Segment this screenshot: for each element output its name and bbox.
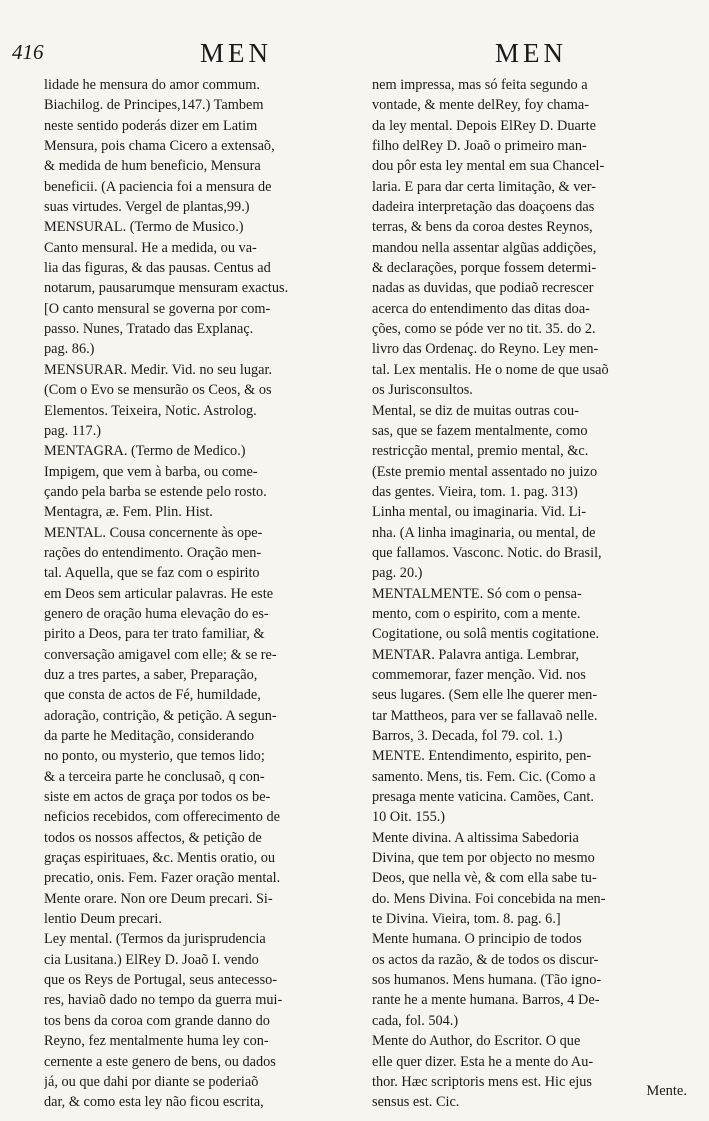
text-line: thor. Hæc scriptoris mens est. Hic ejus xyxy=(372,1073,592,1090)
text-line: das gentes. Vieira, tom. 1. pag. 313) xyxy=(372,483,578,500)
text-line: Impigem, que vem à barba, ou come- xyxy=(44,463,258,480)
text-line: lidade he mensura do amor commum. xyxy=(44,77,260,93)
text-line: MENTE. Entendimento, espirito, pen- xyxy=(372,748,592,765)
text-line: MENTALMENTE. Só com o pensa- xyxy=(372,585,582,602)
text-line: sensus est. Cic. xyxy=(372,1094,460,1111)
text-line: elle quer dizer. Esta he a mente do Au- xyxy=(372,1053,594,1070)
text-line: Elementos. Teixeira, Notic. Astrolog. xyxy=(44,402,257,419)
text-line: mento, com o espirito, com a mente. xyxy=(372,605,581,622)
text-line: presaga mente vaticina. Camões, Cant. xyxy=(372,789,594,806)
text-line: MENTAL. Cousa concernente às ope- xyxy=(44,524,263,541)
text-line: pirito a Deos, para ter trato familiar, & xyxy=(44,626,265,643)
text-line: suas virtudes. Vergel de plantas,99.) xyxy=(44,199,250,216)
text-line: vontade, & mente delRey, foy chama- xyxy=(372,97,590,114)
text-line: Mente humana. O principio de todos xyxy=(372,931,582,948)
text-line: çando pela barba se estende pelo rosto. xyxy=(44,483,267,500)
text-line: [O canto mensural se governa por com- xyxy=(44,300,271,317)
text-line: que os Reys de Portugal, seus antecesso- xyxy=(44,972,278,989)
text-line: sas, que se fazem mentalmente, como xyxy=(372,422,588,439)
text-line: mandou nella assentar algũas addições, xyxy=(372,239,597,256)
text-line: laria. E para dar certa limitação, & ver- xyxy=(372,178,596,195)
text-line: terras, & bens da coroa destes Reynos, xyxy=(372,219,593,236)
text-line: todos os nossos affectos, & petição de xyxy=(44,829,262,846)
running-head-left: MEN xyxy=(200,38,272,68)
text-line: Cogitatione, ou solâ mentis cogitatione. xyxy=(372,626,600,643)
text-line: Mente do Author, do Escritor. O que xyxy=(372,1033,581,1050)
text-line: pag. 117.) xyxy=(44,422,102,439)
right-column xyxy=(372,75,690,1115)
text-line: siste em actos de graça por todos os be- xyxy=(44,789,271,806)
text-line: Linha mental, ou imaginaria. Vid. Li- xyxy=(372,504,587,521)
text-line: lentio Deum precari. xyxy=(44,911,162,928)
text-line: tar Mattheos, para ver se fallavaõ nelle. xyxy=(372,707,598,724)
text-line: já, ou que dahi por diante se poderiaõ xyxy=(44,1073,259,1090)
text-line: Barros, 3. Decada, fol 79. col. 1.) xyxy=(372,728,563,744)
text-line: Reyno, fez mentalmente huma ley con- xyxy=(44,1033,269,1050)
text-line: conversação amigavel com elle; & se re- xyxy=(44,646,277,663)
text-line: & a terceira parte he conclusaõ, q con- xyxy=(44,768,265,785)
text-line: Mente divina. A altissima Sabedoria xyxy=(372,829,579,846)
text-line: da parte he Meditação, considerando xyxy=(44,728,254,744)
text-line: precatio, onis. Fem. Fazer oração mental. xyxy=(44,870,281,887)
text-line: & declarações, porque fossem determi- xyxy=(372,260,597,277)
text-line: Mente orare. Non ore Deum precari. Si- xyxy=(44,890,273,907)
text-line: no ponto, ou mysterio, que temos lido; xyxy=(44,748,265,765)
text-line: neste sentido poderás dizer em Latim xyxy=(44,117,258,134)
text-line: MENTAR. Palavra antiga. Lembrar, xyxy=(372,646,580,663)
text-line: Mensura, pois chama Cicero a extensaõ, xyxy=(44,138,275,155)
text-line: Biachilog. de Principes,147.) Tambem xyxy=(44,97,264,114)
text-line: os Jurisconsultos. xyxy=(372,382,473,399)
running-head-right: MEN xyxy=(495,38,567,68)
text-line: nem impressa, mas só feita segundo a xyxy=(372,77,588,93)
text-line: cia Lusitana.) ElRey D. Joaõ I. vendo xyxy=(44,951,259,968)
text-line: res, haviaõ dado no tempo da guerra mui- xyxy=(44,992,283,1009)
text-line: commemorar, fazer menção. Vid. nos xyxy=(372,666,586,683)
text-line: cernente a este genero de bens, ou dados xyxy=(44,1053,276,1070)
text-line: tal. Lex mentalis. He o nome de que usaõ xyxy=(372,361,609,378)
catchword: Mente. xyxy=(646,1083,687,1099)
text-line: te Divina. Vieira, tom. 8. pag. 6.] xyxy=(372,911,561,928)
text-line: tal. Aquella, que se faz com o espirito xyxy=(44,565,260,582)
text-line: ções, como se póde ver no tit. 35. do 2. xyxy=(372,321,596,338)
text-line: genero de oração huma elevação do es- xyxy=(44,605,269,622)
text-line: dou pôr esta ley mental em sua Chancel- xyxy=(372,158,605,175)
text-line: neficios recebidos, com offerecimento de xyxy=(44,809,280,826)
text-line: pag. 86.) xyxy=(44,341,95,358)
text-line: Canto mensural. He a medida, ou va- xyxy=(44,239,257,256)
text-line: rante he a mente humana. Barros, 4 De- xyxy=(372,992,600,1009)
text-line: graças espirituaes, &c. Mentis oratio, ou xyxy=(44,850,276,867)
text-line: lia das figuras, & das pausas. Centus ad xyxy=(44,260,271,277)
text-line: dar, & como esta ley não ficou escrita, xyxy=(44,1094,264,1111)
text-line: passo. Nunes, Tratado das Explanaç. xyxy=(44,321,254,338)
text-line: Mental, se diz de muitas outras cou- xyxy=(372,402,579,419)
text-line: adoração, contrição, & petição. A segun- xyxy=(44,707,277,724)
text-line: sos humanos. Mens humana. (Tão igno- xyxy=(372,972,602,989)
text-line: seus lugares. (Sem elle lhe querer men- xyxy=(372,687,598,704)
text-line: em Deos sem articular palavras. He este xyxy=(44,585,274,602)
text-line: os actos da razão, & de todos os discur- xyxy=(372,951,599,968)
text-line: Mentagra, æ. Fem. Plin. Hist. xyxy=(44,504,213,521)
text-line: duz a tres partes, a saber, Preparação, xyxy=(44,666,258,683)
page-number: 416 xyxy=(12,40,44,64)
text-line: (Este premio mental assentado no juizo xyxy=(372,463,598,480)
text-line: tos bens da coroa com grande danno do xyxy=(44,1012,270,1029)
text-line: que consta de actos de Fé, humildade, xyxy=(44,687,261,704)
text-line: que fallamos. Vasconc. Notic. do Brasil, xyxy=(372,544,602,561)
text-line: MENTAGRA. (Termo de Medico.) xyxy=(44,443,246,460)
text-line: nha. (A linha imaginaria, ou mental, de xyxy=(372,524,596,541)
text-line: notarum, pausarumque mensuram exactus. xyxy=(44,280,289,297)
text-line: filho delRey D. Joaõ o primeiro man- xyxy=(372,138,587,155)
text-line: Deos, que nella vè, & com ella sabe tu- xyxy=(372,870,597,887)
text-line: livro das Ordenaç. do Reyno. Ley men- xyxy=(372,341,599,358)
text-line: beneficii. (A paciencia foi a mensura de xyxy=(44,178,272,195)
text-line: 10 Oit. 155.) xyxy=(372,809,446,826)
text-line: MENSURAL. (Termo de Musico.) xyxy=(44,219,244,236)
text-line: Divina, que tem por objecto no mesmo xyxy=(372,850,595,867)
left-column xyxy=(44,75,362,1115)
text-line: rações do entendimento. Oração men- xyxy=(44,544,262,561)
text-line: cada, fol. 504.) xyxy=(372,1012,459,1029)
text-line: restricção mental, premio mental, &c. xyxy=(372,443,589,460)
text-line: pag. 20.) xyxy=(372,565,423,582)
text-line: nadas as duvidas, que podiaõ recrescer xyxy=(372,280,594,297)
text-line: do. Mens Divina. Foi concebida na men- xyxy=(372,890,606,907)
text-line: acerca do entendimento das ditas doa- xyxy=(372,300,590,317)
text-line: samento. Mens, tis. Fem. Cic. (Como a xyxy=(372,768,596,785)
text-line: (Com o Evo se mensurão os Ceos, & os xyxy=(44,382,272,399)
text-line: & medida de hum beneficio, Mensura xyxy=(44,158,261,175)
text-line: da ley mental. Depois ElRey D. Duarte xyxy=(372,117,596,134)
text-line: Ley mental. (Termos da jurisprudencia xyxy=(44,931,266,948)
text-line: MENSURAR. Medir. Vid. no seu lugar. xyxy=(44,361,273,378)
text-line: dadeira interpretação das doaçoens das xyxy=(372,199,595,216)
